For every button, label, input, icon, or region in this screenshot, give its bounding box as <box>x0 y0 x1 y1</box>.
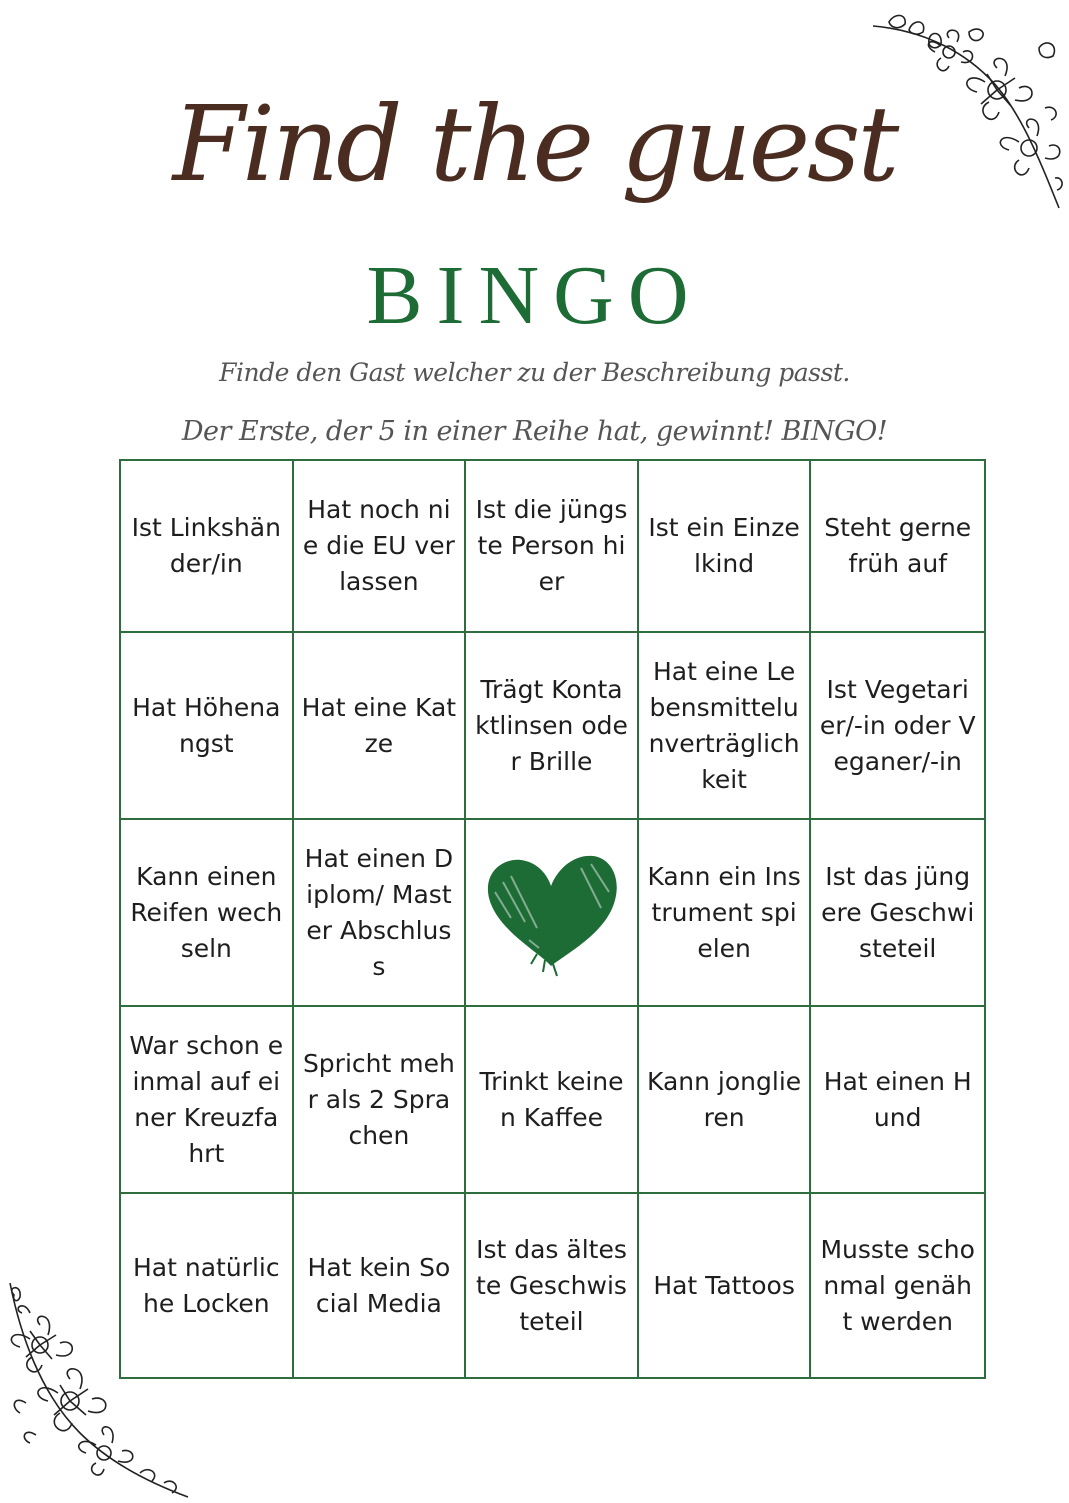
bingo-cell[interactable]: Spricht mehr als 2 Sprachen <box>294 1007 467 1194</box>
bingo-cell[interactable]: Hat noch nie die EU verlassen <box>294 461 467 633</box>
bingo-cell[interactable]: Hat einen Diplom/ Master Abschluss <box>294 820 467 1007</box>
page-title: Find the guest <box>172 83 897 205</box>
bingo-cell[interactable]: Hat eine Katze <box>294 633 467 820</box>
bingo-cell[interactable]: Kann einen Reifen wechseln <box>121 820 294 1007</box>
bingo-cell[interactable]: Ist Vegetarier/-in oder Veganer/-in <box>811 633 984 820</box>
bingo-cell[interactable]: Musste schonmal genäht werden <box>820 1234 975 1336</box>
instruction-line-2: Der Erste, der 5 in einer Reihe hat, gewinnt! BINGO! <box>181 416 888 447</box>
heart-icon <box>481 848 621 978</box>
bingo-cell[interactable]: Ist das jüngere Geschwisteteil <box>811 820 984 1007</box>
bingo-cell[interactable]: Hat natürliche Locken <box>121 1194 294 1377</box>
bingo-cell[interactable]: Hat Höhenangst <box>121 633 294 820</box>
bingo-cell[interactable]: Ist Linkshänder/in <box>121 461 294 633</box>
bingo-cell[interactable]: Hat eine Lebensmittelunverträglichkeit <box>639 633 812 820</box>
bingo-grid <box>119 459 986 1379</box>
bingo-cell[interactable]: Kann ein Instrument spielen <box>639 820 812 1007</box>
bingo-cell[interactable]: Hat einen Hund <box>811 1007 984 1194</box>
floral-corner-icon <box>0 1283 190 1503</box>
bingo-cell[interactable]: Kann jonglieren <box>639 1007 812 1194</box>
bingo-cell[interactable]: Hat Tattoos <box>639 1194 812 1377</box>
free-space-cell[interactable] <box>466 820 639 1007</box>
bingo-heading: BINGO <box>366 249 703 342</box>
instruction-line-1: Finde den Gast welcher zu der Beschreibung passt. <box>219 358 850 387</box>
bingo-cell[interactable]: Ist die jüngste Person hier <box>466 461 639 633</box>
bingo-cell[interactable]: Ist ein Einzelkind <box>639 461 812 633</box>
bingo-cell[interactable]: Trägt Kontaktlinsen oder Brille <box>466 633 639 820</box>
bingo-cell[interactable]: Trinkt keinen Kaffee <box>466 1007 639 1194</box>
bingo-cell[interactable]: Ist das älteste Geschwisteteil <box>466 1194 639 1377</box>
bingo-cell[interactable]: Hat kein Social Media <box>294 1194 467 1377</box>
bingo-cell[interactable]: Steht gerne früh auf <box>811 461 984 633</box>
floral-corner-icon <box>869 8 1069 218</box>
bingo-cell[interactable]: War schon einmal auf einer Kreuzfahrt <box>121 1007 294 1194</box>
